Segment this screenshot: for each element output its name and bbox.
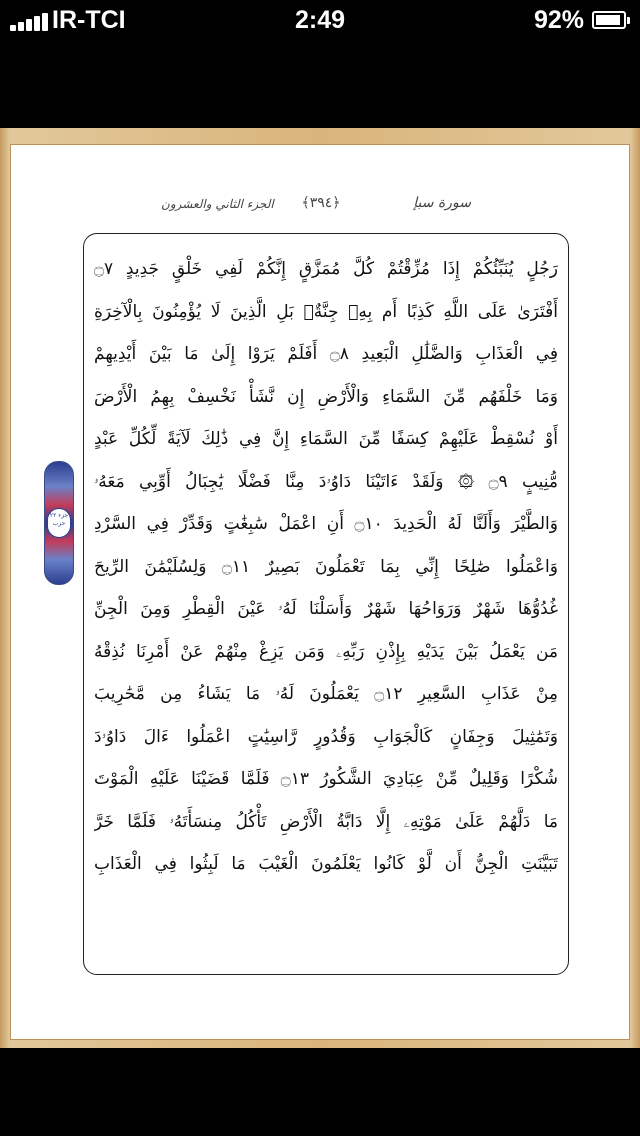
text-line: مِنْ عَذَابِ السَّعِيرِ ۝١٢ يَعْمَلُونَ لَهُۥ مَا يَشَاءُ مِن مَّحَٰرِيبَ xyxy=(94,684,558,704)
page-header xyxy=(11,193,631,223)
text-line: وَالطَّيْرَ وَأَلَنَّا لَهُ الْحَدِيدَ ۝١٠ أَنِ اعْمَلْ سَٰبِغَٰتٍ وَقَدِّرْ فِي السَّرْدِ xyxy=(94,514,558,534)
page-number: ﴾٣٩٤﴿ xyxy=(301,195,341,211)
hizb-marker-label: جزء ۲۲ حزب xyxy=(47,508,71,538)
text-line: فِي الْعَذَابِ وَالضَّلَٰلِ الْبَعِيدِ ۝٨ أَفَلَمْ يَرَوْا إِلَىٰ مَا بَيْنَ أَيْدِيهِمْ xyxy=(94,344,558,364)
status-bar xyxy=(0,0,640,40)
text-line: تَبَيَّنَتِ الْجِنُّ أَن لَّوْ كَانُوا يَعْلَمُونَ الْغَيْبَ مَا لَبِثُوا فِي الْعَذَابِ xyxy=(94,854,558,874)
text-line: أَوْ نُسْقِطْ عَلَيْهِمْ كِسَفًا مِّنَ السَّمَاءِ إِنَّ فِي ذَٰلِكَ لَآيَةً لِّكُلِّ عَبْدٍ xyxy=(94,429,558,449)
juz-label: الجزء الثاني والعشرون xyxy=(161,197,274,211)
page-frame xyxy=(0,128,640,1048)
carrier-name: IR-TCI xyxy=(52,6,126,34)
text-line: وَتَمَٰثِيلَ وَجِفَانٍ كَالْجَوَابِ وَقُدُورٍ رَّاسِيَٰتٍ اعْمَلُوا ءَالَ دَاوُۥدَ xyxy=(94,726,558,747)
text-line: مَن يَعْمَلُ بَيْنَ يَدَيْهِ بِإِذْنِ رَبِّهِۦ وَمَن يَزِغْ مِنْهُمْ عَنْ أَمْرِنَا نُذِقْهُ xyxy=(94,641,558,662)
top-bar xyxy=(0,40,640,128)
mushaf-page[interactable] xyxy=(10,144,630,1040)
status-time: 2:49 xyxy=(294,6,346,34)
battery-icon xyxy=(592,11,626,29)
text-line: شُكْرًا وَقَلِيلٌ مِّنْ عِبَادِيَ الشَّكُورُ ۝١٣ فَلَمَّا قَضَيْنَا عَلَيْهِ الْمَوْتَ xyxy=(94,769,558,789)
text-line: وَاعْمَلُوا صَٰلِحًا إِنِّي بِمَا تَعْمَلُونَ بَصِيرٌ ۝١١ وَلِسُلَيْمَٰنَ الرِّيحَ xyxy=(94,556,558,577)
hizb-marker-icon xyxy=(44,461,74,585)
bottom-bar xyxy=(0,1048,640,1136)
text-line: مَا دَلَّهُمْ عَلَىٰ مَوْتِهِۦ إِلَّا دَابَّةُ الْأَرْضِ تَأْكُلُ مِنسَأَتَهُۥ فَلَمَّا خَرَّ xyxy=(94,811,558,832)
text-line: أَفْتَرَىٰ عَلَى اللَّهِ كَذِبًا أَم بِهِۦ جِنَّةٌۢ بَلِ الَّذِينَ لَا يُؤْمِنُونَ بِالْآخِرَةِ xyxy=(94,301,558,322)
text-line: مُّنِيبٍ ۝٩ ۞ وَلَقَدْ ءَاتَيْنَا دَاوُۥدَ مِنَّا فَضْلًا يَٰجِبَالُ أَوِّبِي مَعَهُۥ xyxy=(94,471,558,492)
quran-text-box xyxy=(83,233,569,975)
surah-name: سورة سبإ xyxy=(413,195,471,211)
battery-percentage: 92% xyxy=(533,6,584,34)
text-line: غُدُوُّهَا شَهْرٌ وَرَوَاحُهَا شَهْرٌ وَأَسَلْنَا لَهُۥ عَيْنَ الْقِطْرِ وَمِنَ الْجِنِّ xyxy=(94,599,558,619)
text-line: رَجُلٍ يُنَبِّئُكُمْ إِذَا مُزِّقْتُمْ كُلَّ مُمَزَّقٍ إِنَّكُمْ لَفِي خَلْقٍ جَدِيدٍ ۝٧ xyxy=(94,259,558,279)
text-line: وَمَا خَلْفَهُم مِّنَ السَّمَاءِ وَالْأَرْضِ إِن نَّشَأْ نَخْسِفْ بِهِمُ الْأَرْضَ xyxy=(94,386,558,407)
